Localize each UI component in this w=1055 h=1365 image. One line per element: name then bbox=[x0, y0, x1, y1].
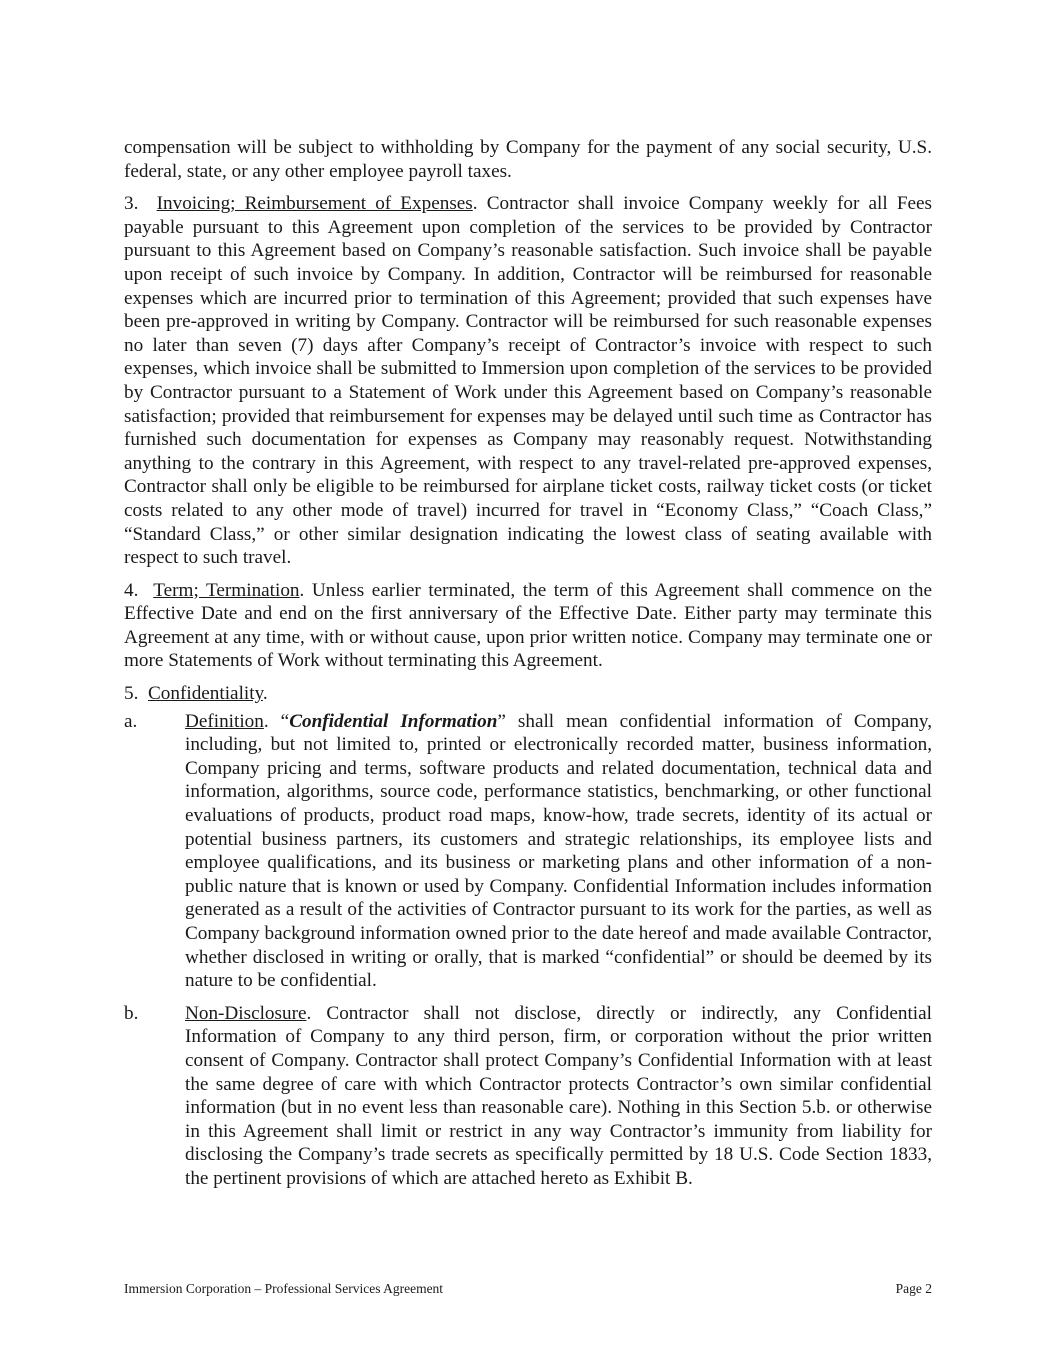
continuation-text: compensation will be subject to withholding by Company for the payment of any social security, U.S. federal, state, or any other employee payroll taxes. bbox=[124, 137, 932, 182]
section-5a-text-before: . “ bbox=[263, 710, 290, 732]
section-3-heading: Invoicing; Reimbursement of Expenses bbox=[156, 193, 473, 215]
section-5-number: 5. bbox=[124, 683, 139, 705]
footer-page-number: Page 2 bbox=[895, 1281, 932, 1296]
section-5a-paragraph bbox=[124, 710, 932, 993]
section-5b-heading: Non-Disclosure bbox=[185, 1002, 307, 1024]
section-5a-letter: a. bbox=[124, 710, 138, 732]
section-4-number: 4. bbox=[124, 579, 139, 601]
section-5-heading: Confidentiality bbox=[147, 683, 263, 705]
section-5a-text: ” shall mean confidential information of Company, including, but not limited to, printed or electronically recorded matter, business information, Company pricing and terms, software products and related documentation, technical data and information, algorithms, source code, performance statistics, benchmarking, or other functional evaluations of products, product road maps, know-how, trade secrets, identity of its actual or potential business partners, its customers and strategic relationships, its employee lists and employee qualifications, and its business or marketing plans and other information of a non-public nature that is known or used by Company. Confidential Information includes information generated as a result of the activities of Contractor pursuant to its work for the parties, as well as Company background information owned prior to the date hereof and made available Contractor, whether disclosed in writing or orally, that is marked “confidential” or should be deemed by its nature to be confidential. bbox=[185, 710, 932, 992]
document-page bbox=[124, 136, 932, 1200]
section-5a-defined-term: Confidential Information bbox=[289, 710, 498, 732]
section-4-text: . Unless earlier terminated, the term of this Agreement shall commence on the Effective Date and end on the first anniversary of the Effective Date. Either party may terminate this Agreement at any time, with or without cause, upon prior written notice. Company may terminate one or more Statements of Work without terminating this Agreement. bbox=[124, 579, 932, 672]
section-3-text: . Contractor shall invoice Company weekly for all Fees payable pursuant to this Agreement upon completion of the services to be provided by Contractor pursuant to this Agreement based on Company’s reasonable satisfaction. Such invoice shall be payable upon receipt of such invoice by Company. In addition, Contractor will be reimbursed for reasonable expenses which are incurred prior to termination of this Agreement; provided that such expenses have been pre-approved in writing by Company. Contractor will be reimbursed for such reasonable expenses no later than seven (7) days after Company’s receipt of Contractor’s invoice with respect to such expenses, which invoice shall be submitted to Immersion upon completion of the services to be provided by Contractor pursuant to a Statement of Work under this Agreement based on Company’s reasonable satisfaction; provided that reimbursement for expenses may be delayed until such time as Contractor has furnished such documentation for expenses as Company may reasonably request. Notwithstanding anything to the contrary in this Agreement, with respect to any travel-related pre-approved expenses, Contractor shall only be eligible to be reimbursed for airplane ticket costs, railway ticket costs (or ticket costs related to any other mode of travel) incurred for travel in “Economy Class,” “Coach Class,” “Standard Class,” or other similar designation indicating the lowest class of seating available with respect to such travel. bbox=[124, 193, 932, 569]
section-3-number: 3. bbox=[124, 193, 139, 215]
section-5b-letter: b. bbox=[124, 1002, 139, 1024]
section-5b-paragraph bbox=[124, 1002, 932, 1191]
section-5-heading-suffix: . bbox=[262, 683, 268, 705]
section-4-heading: Term; Termination bbox=[153, 579, 300, 601]
section-4-paragraph bbox=[124, 579, 932, 673]
section-5-heading-line bbox=[124, 682, 932, 706]
section-5a-heading: Definition bbox=[185, 710, 264, 732]
section-5b-text: . Contractor shall not disclose, directly or indirectly, any Confidential Information of Company to any third person, firm, or corporation without the prior written consent of Company. Contractor shall protect Company’s Confidential Information with at least the same degree of care with which Contractor protects Contractor’s own similar confidential information (but in no event less than reasonable care). Nothing in this Section 5.b. or otherwise in this Agreement shall limit or restrict in any way Contractor’s immunity from liability for disclosing the Company’s trade secrets as specifically permitted by 18 U.S. Code Section 1833, the pertinent provisions of which are attached hereto as Exhibit B. bbox=[185, 1002, 932, 1189]
footer-document-title: Immersion Corporation – Professional Services Agreement bbox=[124, 1281, 444, 1296]
section-3-paragraph bbox=[124, 192, 932, 570]
continuation-paragraph bbox=[124, 136, 932, 183]
page-footer bbox=[124, 1281, 932, 1297]
